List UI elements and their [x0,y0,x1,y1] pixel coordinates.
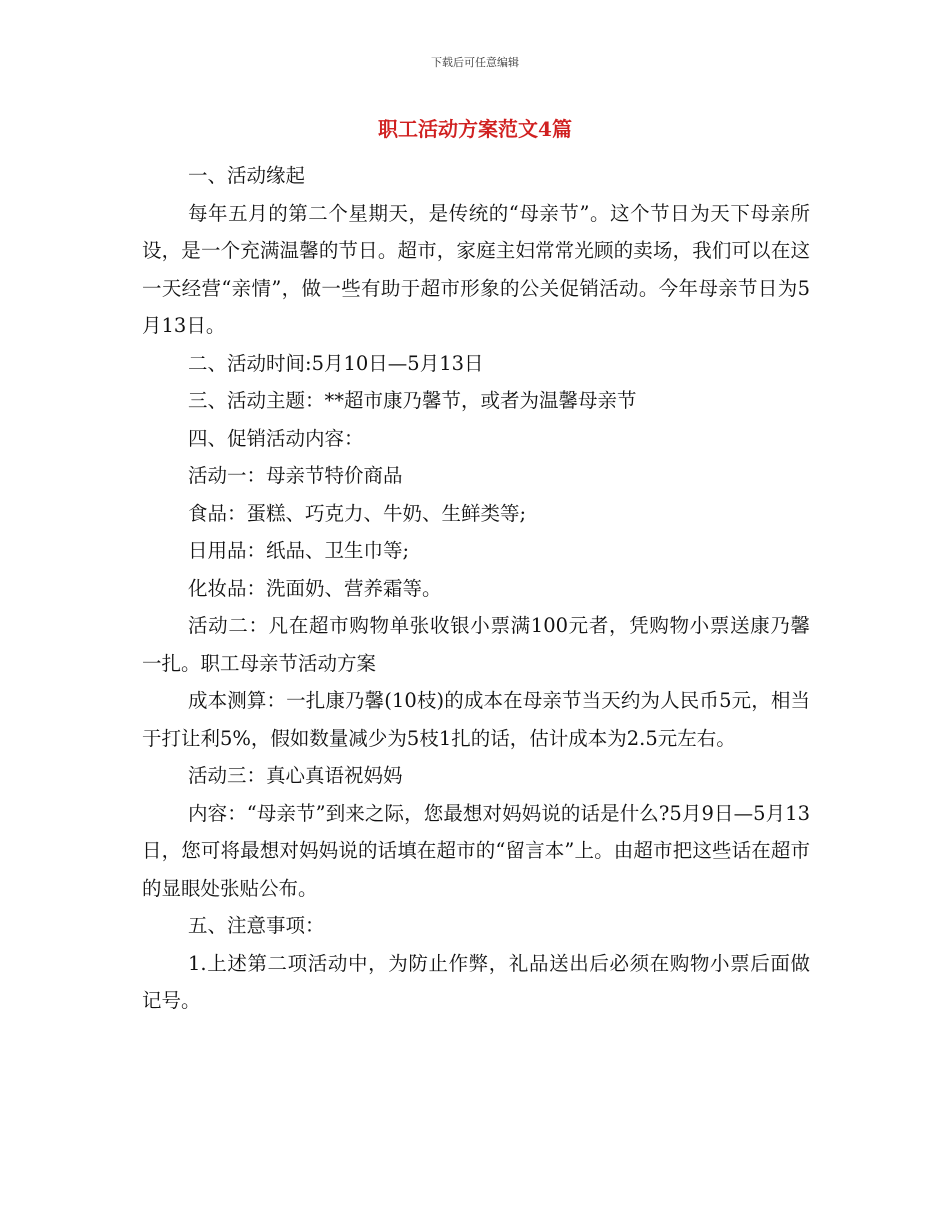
section-heading-content: 四、促销活动内容： [188,426,364,450]
cost-estimate-text: 成本测算：一扎康乃馨(10枝)的成本在母亲节当天约为人民币5元，相当于打让利5%，假如数量减少为5枝1扎的话，估计成本为2.5元左右。 [142,689,810,750]
activity-three-title: 活动三：真心真语祝妈妈 [188,764,403,787]
note-item-1: 1.上述第二项活动中，为防止作弊，礼品送出后必须在购物小票后面做记号。 [142,951,810,1012]
section-heading-notes: 五、注意事项： [188,914,325,937]
activity-one-food: 食品：蛋糕、巧克力、牛奶、生鲜类等; [188,501,527,525]
activity-two-text: 活动二：凡在超市购物单张收银小票满100元者，凭购物小票送康乃馨一扎。职工母亲节活动方案 [142,614,810,675]
document-title: 职工活动方案范文4篇 [378,117,572,141]
activity-one-cosmetics: 化妆品：洗面奶、营养霜等。 [188,576,442,600]
section-heading-time: 二、活动时间:5月10日—5月13日 [188,351,484,375]
paragraph-origin-text: 每年五月的第二个星期天，是传统的“母亲节”。这个节日为天下母亲所设，是一个充满温馨的节日。超市，家庭主妇常常光顾的卖场，我们可以在这一天经营“亲情”，做一些有助于超市形象的公关促销活动。今年母亲节日为5月13日。 [142,201,810,337]
section-heading-origin: 一、活动缘起 [188,164,306,187]
activity-one-title: 活动一：母亲节特价商品 [188,464,403,487]
header-note: 下载后可任意编辑 [431,56,519,69]
activity-three-content: 内容：“母亲节”到来之际，您最想对妈妈说的话是什么?5月9日—5月13日，您可将最想对妈妈说的话填在超市的“留言本”上。由超市把这些话在超市的显眼处张贴公布。 [142,801,810,900]
section-heading-theme: 三、活动主题：**超市康乃馨节，或者为温馨母亲节 [188,389,637,412]
activity-one-daily: 日用品：纸品、卫生巾等; [188,539,410,562]
document-body [142,157,810,1020]
